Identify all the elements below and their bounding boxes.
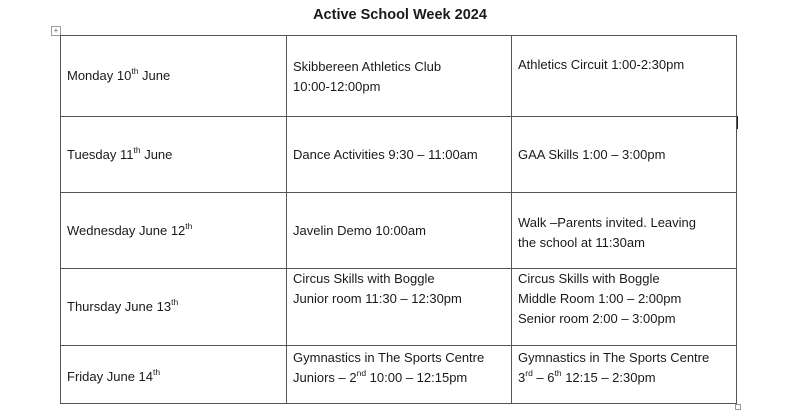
table-row [61, 36, 737, 117]
day-cell[interactable] [61, 346, 287, 404]
day-label: Thursday June 13th [67, 297, 179, 314]
morning-activity-cell[interactable] [287, 117, 512, 193]
morning-activity-cell[interactable] [287, 36, 512, 117]
afternoon-activity-cell[interactable] [512, 36, 737, 117]
activity-line: Athletics Circuit 1:00-2:30pm [518, 57, 685, 72]
activity-line: Walk –Parents invited. Leaving [518, 215, 697, 230]
afternoon-activity-cell[interactable] [512, 269, 737, 346]
activity-line: Juniors – 2nd 10:00 – 12:15pm [293, 368, 468, 385]
day-label: Monday 10th June [67, 66, 171, 83]
activity-line: Dance Activities 9:30 – 11:00am [293, 146, 478, 162]
document-title: Active School Week 2024 [313, 7, 487, 23]
afternoon-activity-cell[interactable] [512, 193, 737, 269]
table-row [61, 117, 737, 193]
day-cell[interactable] [61, 36, 287, 117]
day-label: Friday June 14th [67, 366, 161, 384]
table-move-handle-icon[interactable]: + [51, 26, 61, 36]
afternoon-activity-cell[interactable] [512, 346, 737, 404]
activity-line: Middle Room 1:00 – 2:00pm [518, 291, 682, 306]
activity-line: Senior room 2:00 – 3:00pm [518, 311, 676, 326]
activity-line: Circus Skills with Boggle [293, 271, 435, 286]
activity-line: Gymnastics in The Sports Centre [518, 350, 710, 365]
activity-line: Junior room 11:30 – 12:30pm [293, 291, 462, 306]
morning-activity-cell[interactable] [287, 346, 512, 404]
day-cell[interactable] [61, 117, 287, 193]
table-row [61, 269, 737, 346]
activity-line: Circus Skills with Boggle [518, 271, 660, 286]
activity-line: 3rd – 6th 12:15 – 2:30pm [518, 368, 656, 385]
day-label: Tuesday 11th June [67, 144, 173, 162]
day-cell[interactable] [61, 193, 287, 269]
afternoon-activity-cell[interactable] [512, 117, 737, 193]
activity-line: Skibbereen Athletics Club [293, 59, 442, 74]
morning-activity-cell[interactable] [287, 193, 512, 269]
text-cursor [737, 116, 738, 129]
schedule-table [60, 35, 737, 404]
activity-line: the school at 11:30am [518, 235, 645, 250]
day-label: Wednesday June 12th [67, 220, 193, 238]
activity-line: 10:00-12:00pm [293, 79, 381, 94]
activity-line: Javelin Demo 10:00am [293, 222, 426, 238]
table-row [61, 346, 737, 404]
table-resize-handle[interactable] [735, 404, 741, 410]
table-row [61, 193, 737, 269]
morning-activity-cell[interactable] [287, 269, 512, 346]
activity-line: Gymnastics in The Sports Centre [293, 350, 485, 365]
activity-line: GAA Skills 1:00 – 3:00pm [518, 146, 666, 162]
day-cell[interactable] [61, 269, 287, 346]
